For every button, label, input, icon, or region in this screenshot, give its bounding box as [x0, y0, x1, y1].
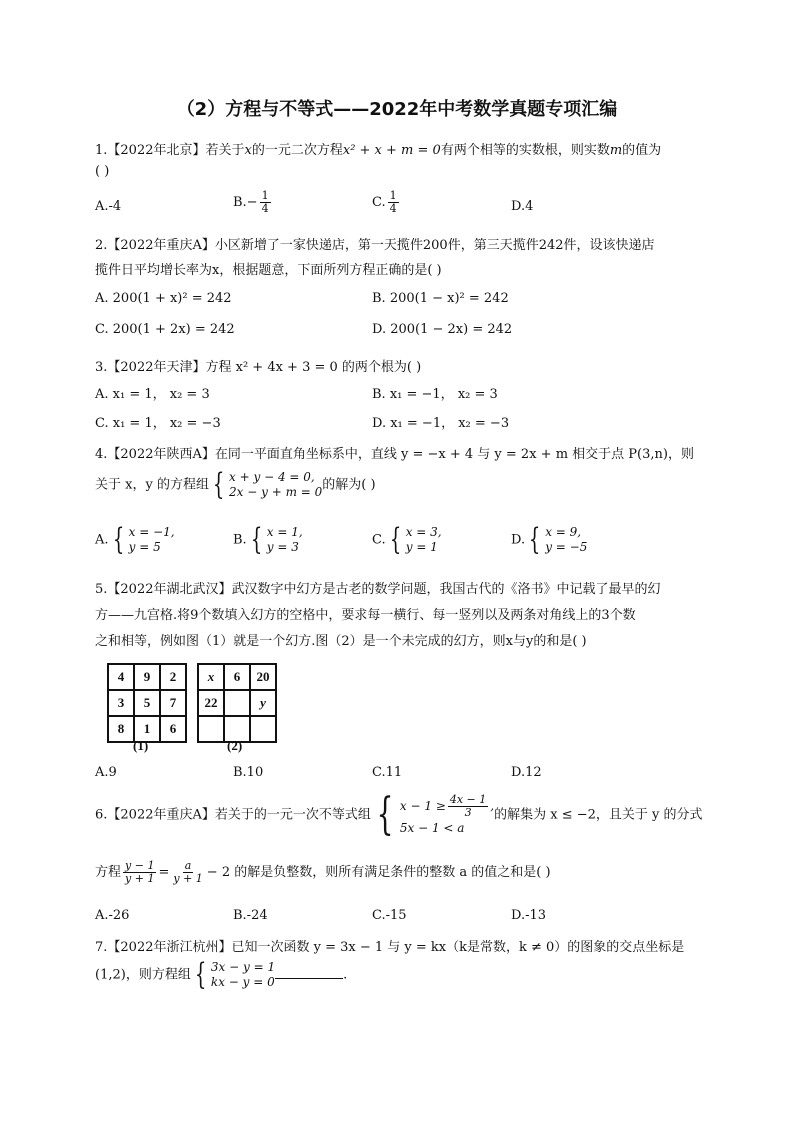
system-row [400, 794, 494, 819]
system-row: 5x − 1 < a [399, 820, 465, 835]
fraction-denominator: 4 [389, 202, 397, 215]
q3-option-b[interactable]: B. x₁ = −1， x₂ = 3 [372, 387, 498, 402]
q4-option-b[interactable] [233, 522, 303, 557]
magic-square-2 [197, 663, 277, 743]
q1-option-c[interactable] [372, 190, 401, 215]
q1-text: 1.【2022年北京】若关于 [95, 143, 245, 158]
fraction-numerator: 1 [261, 189, 269, 202]
system-row: x = 3, [405, 525, 442, 539]
system-row: x = 9, [545, 525, 582, 539]
grid-cell: 22 [198, 690, 224, 716]
q1-option-b-prefix: B.− [233, 195, 258, 210]
system-row: kx − y = 0 [210, 975, 275, 989]
grid-cell: 3 [108, 690, 134, 716]
grid-cell: 5 [134, 690, 160, 716]
q5-line-1: 5.【2022年湖北武汉】武汉数字中幻方是古老的数学问题，我国古代的《洛书》中记载了最早的幻 [95, 582, 661, 597]
fraction-denominator: y + 1 [125, 872, 155, 885]
grid-cell: 6 [224, 664, 250, 690]
option-label: B. [233, 532, 247, 548]
fraction-denominator: y + 1 [173, 872, 203, 885]
fraction-numerator: 1 [389, 189, 397, 202]
grid-cell: x [198, 664, 224, 690]
q5-option-d[interactable]: D.12 [511, 765, 542, 780]
system-row-text: x − 1 ≥ [399, 798, 446, 813]
system-row: y = 1 [405, 540, 438, 554]
q1-answer-paren: ( ) [95, 164, 110, 179]
fraction-numerator: 4x − 1 [449, 792, 487, 806]
q7-text: (1,2)，则方程组 [95, 967, 191, 983]
q4-equation-system [209, 467, 323, 502]
left-brace-icon: { [212, 467, 225, 502]
system-row: x = −1, [128, 525, 175, 539]
system-row: y = −5 [545, 540, 588, 554]
q6-option-b[interactable]: B.-24 [233, 908, 268, 923]
q1-option-c-prefix: C. [372, 195, 386, 210]
q2-option-c[interactable]: C. 200(1 + 2x) = 242 [95, 322, 235, 337]
q1-text-c: 有两个相等的实数根，则实数 [440, 143, 610, 158]
q2-option-a[interactable]: A. 200(1 + x)² = 242 [95, 291, 232, 306]
system-row: 3x − y = 1 [210, 960, 276, 974]
q2-line-2: 揽件日平均增长率为x，根据题意，下面所列方程正确的是( ) [95, 263, 442, 278]
fraction-numerator: a [184, 859, 192, 872]
q2-option-b[interactable]: B. 200(1 − x)² = 242 [372, 291, 509, 306]
q5-option-a[interactable]: A.9 [95, 765, 117, 780]
q1-equation: x² + x + m = 0 [342, 143, 441, 158]
q6-option-a[interactable]: A.-26 [95, 908, 130, 923]
page-title: （2）方程与不等式——2022年中考数学真题专项汇编 [176, 99, 618, 120]
grid-cell: y [250, 690, 276, 716]
option-label: C. [372, 532, 386, 548]
q1-text-b: 的一元二次方程 [251, 143, 343, 158]
q3-line-1: 3.【2022年天津】方程 x² + 4x + 3 = 0 的两个根为( ) [95, 360, 422, 375]
left-brace-icon: { [376, 789, 394, 840]
left-brace-icon: { [194, 957, 207, 992]
fraction-denominator: 4 [261, 202, 269, 215]
system-row-comma: , [490, 798, 495, 813]
q6-text: 6.【2022年重庆A】若关于的一元一次不等式组 [95, 807, 371, 823]
fraction-numerator: y − 1 [125, 859, 155, 872]
q6-option-d[interactable]: D.-13 [511, 908, 547, 923]
q7-period: . [343, 967, 348, 983]
q1-option-d[interactable]: D.4 [511, 199, 534, 214]
q6-line-1 [95, 789, 703, 840]
q1-option-b[interactable] [233, 190, 273, 215]
q5-line-2: 方——九宫格.将9个数填入幻方的空格中，要求每一横行、每一竖列以及两条对角线上的3个数 [95, 608, 636, 623]
q3-option-a[interactable]: A. x₁ = 1， x₂ = 3 [95, 387, 210, 402]
q2-line-1: 2.【2022年重庆A】小区新增了一家快递店，第一天揽件200件，第三天揽件242件，设该快递店 [95, 238, 655, 253]
equals-sign: = [158, 865, 170, 880]
q5-option-b[interactable]: B.10 [233, 765, 264, 780]
q4-line-2-text: 关于 x，y 的方程组 [95, 477, 209, 493]
q1-var-m: m [609, 143, 623, 158]
q1-option-b-fraction [260, 190, 271, 215]
q6-text-c: 方程 [95, 865, 122, 880]
system-row: y = 3 [266, 540, 299, 554]
q4-line-2 [95, 467, 376, 502]
q1-var-x: x [244, 143, 252, 158]
q2-option-d[interactable]: D. 200(1 − 2x) = 242 [372, 322, 513, 337]
q7-equation-system [191, 957, 276, 992]
grid-cell: 2 [160, 664, 186, 690]
grid-cell: 6 [160, 716, 186, 742]
grid-cell: 8 [108, 716, 134, 742]
q3-option-c[interactable]: C. x₁ = 1， x₂ = −3 [95, 416, 221, 431]
answer-blank[interactable] [275, 978, 343, 979]
fraction [448, 794, 488, 819]
option-label: D. [511, 532, 526, 548]
grid-cell: 4 [108, 664, 134, 690]
system-row: x = 1, [266, 525, 303, 539]
grid-cell [198, 716, 224, 742]
q6-inequality-system [371, 789, 495, 840]
fraction-denominator: 3 [464, 805, 472, 819]
left-brace-icon: { [389, 522, 401, 557]
grid-cell: 1 [134, 716, 160, 742]
system-row: 2x − y + m = 0 [229, 485, 323, 499]
grid-cell: 20 [250, 664, 276, 690]
q6-line-2 [95, 860, 551, 885]
q6-text-d: − 2 的解是负整数，则所有满足条件的整数 a 的值之和是( ) [206, 865, 551, 880]
q4-line-1: 4.【2022年陕西A】在同一平面直角坐标系中，直线 y = −x + 4 与 y = 2x + m 相交于点 P(3,n)，则 [95, 447, 694, 462]
left-brace-icon: { [528, 522, 541, 557]
system-row: y = 5 [128, 540, 161, 554]
magic-square-1-caption: (1) [133, 738, 149, 753]
magic-square-2-caption: (2) [227, 738, 243, 753]
left-brace-icon: { [112, 522, 124, 557]
fraction [123, 860, 156, 885]
q5-line-3: 之和相等，例如图（1）就是一个幻方.图（2）是一个未完成的幻方，则x与y的和是( ) [95, 634, 587, 649]
q4-option-c[interactable] [372, 522, 442, 557]
grid-cell [250, 716, 276, 742]
q4-option-d[interactable] [511, 522, 588, 557]
q4-line-2-tail: 的解为( ) [322, 477, 376, 493]
fraction [171, 860, 204, 885]
q1-option-c-fraction [388, 190, 399, 215]
system-row: x + y − 4 = 0, [229, 470, 315, 484]
q6-option-c[interactable]: C.-15 [372, 908, 407, 923]
grid-cell: 9 [134, 664, 160, 690]
q1-text-d: 的值为 [622, 143, 662, 158]
grid-cell: 7 [160, 690, 186, 716]
q3-option-d[interactable]: D. x₁ = −1， x₂ = −3 [372, 416, 510, 431]
option-label: A. [95, 532, 109, 548]
grid-cell [224, 690, 250, 716]
q7-line-1: 7.【2022年浙江杭州】已知一次函数 y = 3x − 1 与 y = kx（k是常数，k ≠ 0）的图象的交点坐标是 [95, 940, 685, 955]
q1-option-a[interactable]: A.-4 [95, 199, 122, 214]
magic-square-1 [107, 663, 187, 743]
left-brace-icon: { [250, 522, 262, 557]
q4-option-a[interactable] [95, 522, 175, 557]
q6-text-b: 的解集为 x ≤ −2，且关于 y 的分式 [494, 807, 703, 823]
question-1 [95, 139, 661, 158]
q7-line-2 [95, 957, 348, 992]
q5-option-c[interactable]: C.11 [372, 765, 403, 780]
